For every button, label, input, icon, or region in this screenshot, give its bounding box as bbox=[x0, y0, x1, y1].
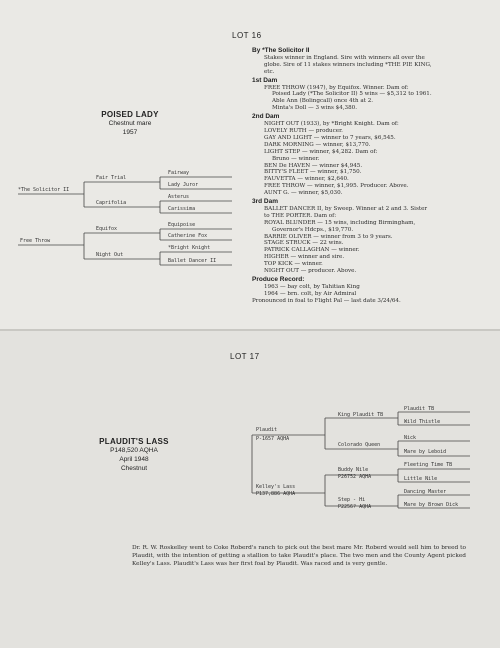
first-dam-text: Able Ann (Bolingcall) once 4th at 2. bbox=[272, 98, 374, 105]
pedigree-g-catherine-fox: Catherine Fox bbox=[168, 233, 208, 239]
second-dam-text: DARK MORNING — winner, $13,770. bbox=[264, 141, 371, 148]
pedigree-g4: Mare by Leboid bbox=[404, 449, 447, 455]
produce-record-text: 1963 — bay colt, by Tahitian King bbox=[264, 283, 360, 290]
third-dam-text: Governor's Hdcps., $19,770. bbox=[272, 226, 354, 233]
pedigree-dam: Free Throw bbox=[20, 238, 51, 244]
first-dam-heading: 1st Dam bbox=[252, 76, 278, 84]
pedigree-g6: Little Nile bbox=[404, 476, 438, 482]
third-dam-text: NIGHT OUT — producer. Above. bbox=[264, 268, 357, 275]
pedigree-g-fairway: Fairway bbox=[168, 170, 190, 176]
third-dam-text: TOP KICK — winner. bbox=[264, 261, 323, 268]
third-dam-text: BALLET DANCER II, by Sweep. Winner at 2 and 3. Sister bbox=[264, 205, 428, 212]
pedigree-g-bright-knight: *Bright Knight bbox=[168, 245, 211, 251]
sire-text: globe. Sire of 11 stakes winners including *THE PIE KING, bbox=[264, 61, 432, 68]
lot-17-story: Dr. R. W. Roskelley went to Coke Roberd's ranch to pick out the best mare Mr. Roberd would sell him to breed to Plaudit, with the intention of getting a stallion to take Plaudit's place. The two men and the County Agent picked Kelley's Lass. Plaudit's Lass was her first foal by Plaudit. Was raced and is very gentle. bbox=[132, 545, 466, 567]
first-dam-text: Minta's Doll — 3 wins $4,380. bbox=[272, 105, 357, 112]
lot-16-heading: LOT 16 bbox=[232, 31, 262, 40]
second-dam-text: GAY AND LIGHT — winner to 7 years, $6,545. bbox=[264, 134, 396, 141]
pedigree-dam-dam: Step - Hi bbox=[338, 497, 366, 503]
horse-color: Chestnut bbox=[120, 465, 148, 472]
first-dam-text: FREE THROW (1947), by Equifox. Winner. Dam of: bbox=[264, 84, 409, 91]
pedigree-sire-dam: Colorado Queen bbox=[338, 442, 381, 448]
pedigree-g-equipoise: Equipoise bbox=[168, 222, 196, 228]
second-dam-text: NIGHT OUT (1933), by *Bright Knight. Dam of: bbox=[264, 121, 399, 128]
third-dam-text: HIGHER — winner and sire. bbox=[264, 254, 345, 261]
pedigree-dam-sire: Equifox bbox=[96, 226, 118, 232]
pedigree-g-carissima: Carissima bbox=[168, 206, 196, 212]
pedigree-g1: Plaudit TB bbox=[404, 406, 435, 412]
third-dam-text: to THE PORTER. Dam of: bbox=[264, 212, 337, 219]
pedigree-dam-dam: Night Out bbox=[96, 252, 124, 258]
horse-foal-date: April 1948 bbox=[119, 456, 149, 463]
pedigree-sire-dam: Caprifolia bbox=[96, 200, 127, 206]
pedigree-dam-sire: Buddy Nile bbox=[338, 467, 369, 473]
lot-17-heading: LOT 17 bbox=[230, 352, 260, 361]
second-dam-text: BEN De HAVEN — winner $4,945. bbox=[264, 162, 363, 169]
horse-name: PLAUDIT'S LASS bbox=[99, 437, 169, 446]
pedigree-g-ballet-dancer: Ballet Dancer II bbox=[168, 258, 217, 264]
pedigree-g2: Wild Thistle bbox=[404, 419, 441, 425]
pedigree-sire-sire: King Plaudit TB bbox=[338, 412, 384, 418]
pedigree-dam: Kelley's Lass bbox=[256, 484, 296, 490]
pedigree-dam-reg: P137,886 AQHA bbox=[256, 491, 296, 497]
pedigree-g8: Mare by Brown Dick bbox=[404, 502, 459, 508]
pedigree-g3: Nick bbox=[404, 435, 417, 441]
pedigree-g-asterus: Asterus bbox=[168, 194, 190, 200]
second-dam-heading: 2nd Dam bbox=[252, 113, 280, 121]
second-dam-text: AUNT G. — winner, $5,030. bbox=[264, 190, 343, 197]
pedigree-sire-sire: Fair Trial bbox=[96, 175, 127, 181]
third-dam-text: BARRIE OLIVER — winner from 3 to 9 years. bbox=[264, 233, 393, 240]
third-dam-text: ROYAL BLUNDER — 15 wins, including Birmingham, bbox=[264, 219, 416, 226]
pedigree-sire: Plaudit bbox=[256, 427, 278, 433]
pedigree-dam-dam-reg: P2256? AQHA bbox=[338, 504, 372, 510]
lot-16-notes bbox=[252, 46, 492, 305]
produce-record-text: 1964 — brn. colt, by Air Admiral bbox=[264, 290, 357, 297]
second-dam-text: Bruno — winner. bbox=[272, 155, 320, 162]
pedigree-g-lady-juror: Lady Juror bbox=[168, 182, 199, 188]
horse-description: Chestnut mare bbox=[108, 120, 152, 127]
pedigree-g5: Fleeting Time TB bbox=[404, 462, 453, 468]
sire-heading: By *The Solicitor II bbox=[252, 47, 310, 54]
third-dam-text: STAGE STRUCK — 22 wins. bbox=[264, 240, 344, 247]
pedigree-sire-reg: P-1657 AQHA bbox=[256, 436, 290, 442]
sire-text: etc. bbox=[264, 68, 275, 75]
third-dam-heading: 3rd Dam bbox=[252, 198, 279, 206]
second-dam-text: FREE THROW — winner, $1,995. Producer. Above. bbox=[264, 183, 409, 190]
pedigree-sire: *The Solicitor II bbox=[18, 187, 70, 193]
second-dam-text: LOVELY RUTH — producer. bbox=[264, 127, 343, 134]
sire-text: Stakes winner in England. Sire with winners all over the bbox=[264, 54, 425, 61]
second-dam-text: FAUVETTA — winner, $2,640. bbox=[264, 176, 349, 183]
pronounced-in-foal: Pronounced in foal to Flight Pal — last date 3/24/64. bbox=[252, 297, 401, 304]
horse-registration: P148,520 AQHA bbox=[110, 447, 158, 454]
horse-year: 1957 bbox=[122, 129, 138, 136]
horse-name: POISED LADY bbox=[101, 110, 159, 119]
pedigree-g7: Dancing Master bbox=[404, 489, 447, 495]
pedigree-dam-sire-reg: P26752 AQHA bbox=[338, 474, 372, 480]
first-dam-text: Poised Lady (*The Solicitor II) 5 wins — $5,312 to 1961. bbox=[272, 91, 432, 98]
second-dam-text: LIGHT STEP — winner, $4,282. Dam of: bbox=[264, 148, 378, 155]
third-dam-text: PATRICK CALLAGHAN — winner. bbox=[264, 247, 360, 254]
produce-record-heading: Produce Record: bbox=[252, 276, 305, 283]
second-dam-text: BITTY'S FLEET — winner, $1,750. bbox=[264, 169, 362, 176]
